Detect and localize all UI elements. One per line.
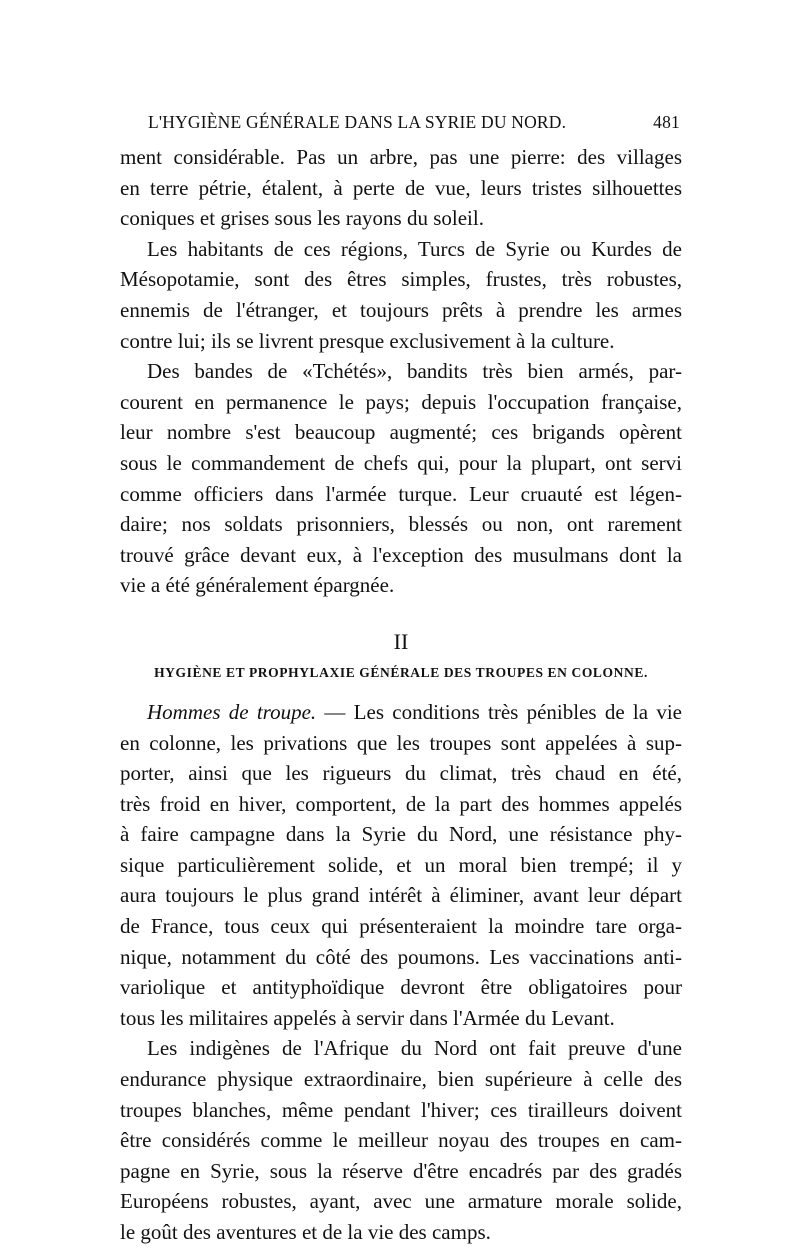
running-head	[120, 112, 682, 142]
text-line: à faire campagne dans la Syrie du Nord, une résistance phy-	[120, 822, 682, 847]
text-line: très froid en hiver, comportent, de la part des hommes appelés	[120, 791, 682, 816]
paragraph-5	[120, 1033, 682, 1247]
text-line: être considérés comme le meilleur noyau des troupes en cam-	[120, 1128, 682, 1153]
running-title: L'HYGIÈNE GÉNÉRALE DANS LA SYRIE DU NORD.	[148, 112, 567, 132]
text-line: porter, ainsi que les rigueurs du climat, très chaud en été,	[120, 761, 682, 786]
section-number: II	[393, 628, 409, 654]
text-line: nique, notamment du côté des poumons. Les vaccinations anti-	[120, 944, 682, 969]
text-line: en terre pétrie, étalent, à perte de vue, leurs tristes silhouettes	[120, 175, 682, 200]
text-line: aura toujours le plus grand intérêt à éliminer, avant leur départ	[120, 883, 682, 908]
paragraph-3	[120, 356, 682, 601]
paragraph-2	[120, 234, 682, 356]
text-line: leur nombre s'est beaucoup augmenté; ces brigands opèrent	[120, 420, 682, 445]
text-line: Les habitants de ces régions, Turcs de Syrie ou Kurdes de	[147, 236, 682, 261]
text-line: tous les militaires appelés à servir dans l'Armée du Levant.	[120, 1005, 615, 1030]
paragraph-lead: Hommes de troupe.	[147, 699, 317, 724]
text-line: ennemis de l'étranger, et toujours prêts à prendre les armes	[120, 297, 682, 322]
paragraph-1	[120, 142, 682, 234]
text-line: contre lui; ils se livrent presque exclusivement à la culture.	[120, 328, 615, 353]
text-line: daire; nos soldats prisonniers, blessés ou non, ont rarement	[120, 512, 682, 537]
text-line: en colonne, les privations que les troupes sont appelées à sup-	[120, 730, 682, 755]
text-line: coniques et grises sous les rayons du soleil.	[120, 206, 484, 231]
text-line: Des bandes de «Tchétés», bandits très bien armés, par-	[147, 359, 682, 384]
text-line: pagne en Syrie, sous la réserve d'être encadrés par des gradés	[120, 1158, 682, 1183]
page	[120, 112, 682, 1248]
text-line: variolique et antityphoïdique devront être obligatoires pour	[120, 975, 682, 1000]
text-line: vie a été généralement épargnée.	[120, 573, 395, 598]
text-line: endurance physique extraordinaire, bien supérieure à celle des	[120, 1067, 682, 1092]
text-line: Les indigènes de l'Afrique du Nord ont fait preuve d'une	[147, 1036, 682, 1061]
text-line: de France, tous ceux qui présenteraient la moindre tare orga-	[120, 914, 682, 939]
text-line-rest: — Les conditions très pénibles de la vie	[316, 699, 682, 724]
text-line: courent en permanence le pays; depuis l'occupation française,	[120, 389, 682, 414]
text-line: troupes blanches, même pendant l'hiver; ces tirailleurs doivent	[120, 1097, 682, 1122]
paragraph-4	[120, 697, 682, 1034]
text-line: Mésopotamie, sont des êtres simples, frustes, très robustes,	[120, 267, 682, 292]
text-line: trouvé grâce devant eux, à l'exception des musulmans dont la	[120, 542, 682, 567]
text-line: sous le commandement de chefs qui, pour la plupart, ont servi	[120, 450, 682, 475]
section-title: HYGIÈNE ET PROPHYLAXIE GÉNÉRALE DES TROUPES EN COLONNE.	[154, 664, 648, 680]
text-line: comme officiers dans l'armée turque. Leur cruauté est légen-	[120, 481, 682, 506]
text-line: sique particulièrement solide, et un moral bien trempé; il y	[120, 852, 682, 877]
text-line: ment considérable. Pas un arbre, pas une pierre: des villages	[120, 145, 682, 169]
text-line-first	[120, 697, 682, 728]
page-number: 481	[653, 112, 680, 132]
text-line: le goût des aventures et de la vie des camps.	[120, 1220, 491, 1244]
text-line: Européens robustes, ayant, avec une armature morale solide,	[120, 1189, 682, 1214]
